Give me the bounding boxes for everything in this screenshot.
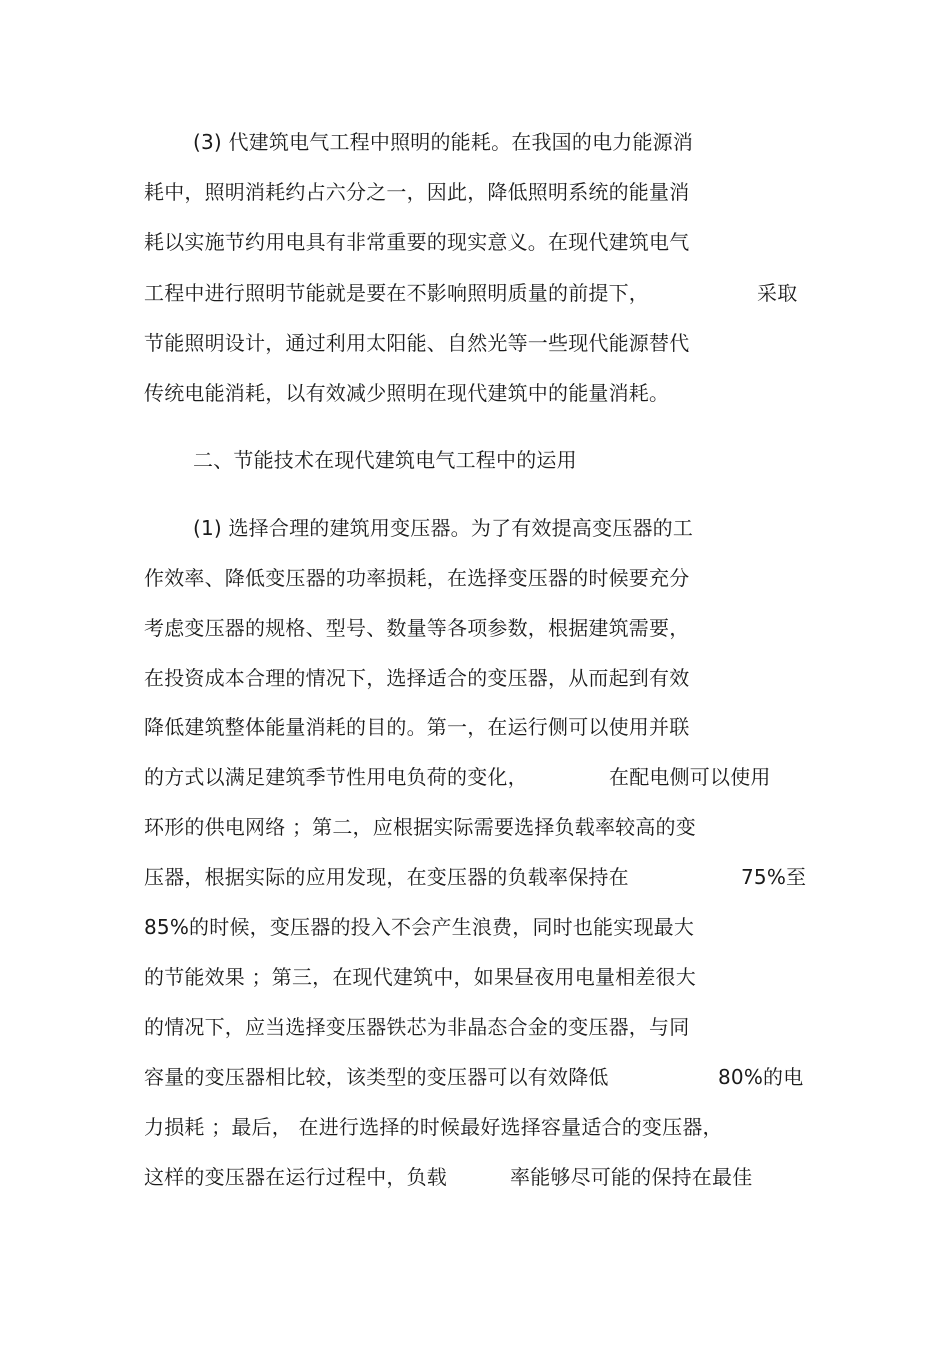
paragraph-2-line-13: 力损耗 ；最后， 在进行选择的时候最好选择容量适合的变压器， <box>144 1115 723 1139</box>
paragraph-2-line-12-tail: 80%的电 <box>718 1065 804 1089</box>
paragraph-1-line-4-tail: 采取 <box>757 281 798 305</box>
paragraph-1-line-3: 耗以实施节约用电具有非常重要的现实意义。在现代建筑电气 <box>144 230 690 254</box>
paragraph-2-line-3: 考虑变压器的规格、型号、数量等各项参数，根据建筑需要， <box>144 616 690 640</box>
paragraph-2-line-14-tail: 率能够尽可能的保持在最佳 <box>510 1165 753 1189</box>
paragraph-2-line-8: 压器，根据实际的应用发现，在变压器的负载率保持在 <box>144 865 629 889</box>
paragraph-1-line-1: (3) 代建筑电气工程中照明的能耗。在我国的电力能源消 <box>193 130 694 154</box>
paragraph-1-line-6: 传统电能消耗，以有效减少照明在现代建筑中的能量消耗。 <box>144 381 670 405</box>
paragraph-2-line-12: 容量的变压器相比较，该类型的变压器可以有效降低 <box>144 1065 609 1089</box>
paragraph-1-line-4: 工程中进行照明节能就是要在不影响照明质量的前提下， <box>144 281 649 305</box>
paragraph-2-line-5: 降低建筑整体能量消耗的目的。第一，在运行侧可以使用并联 <box>144 715 690 739</box>
paragraph-2-line-4: 在投资成本合理的情况下，选择适合的变压器，从而起到有效 <box>144 666 690 690</box>
paragraph-2-line-11: 的情况下，应当选择变压器铁芯为非晶态合金的变压器，与同 <box>144 1015 690 1039</box>
paragraph-2-line-7: 环形的供电网络 ；第二，应根据实际需要选择负载率较高的变 <box>144 815 696 839</box>
paragraph-1-line-5: 节能照明设计，通过利用太阳能、自然光等一些现代能源替代 <box>144 331 690 355</box>
paragraph-2-line-9: 85%的时候，变压器的投入不会产生浪费，同时也能实现最大 <box>144 915 695 939</box>
paragraph-2-line-6: 的方式以满足建筑季节性用电负荷的变化， <box>144 765 528 789</box>
paragraph-2-line-2: 作效率、降低变压器的功率损耗，在选择变压器的时候要充分 <box>144 566 690 590</box>
paragraph-2-line-8-tail: 75%至 <box>741 865 807 889</box>
paragraph-2-line-10: 的节能效果 ；第三，在现代建筑中，如果昼夜用电量相差很大 <box>144 965 696 989</box>
section-heading: 二、节能技术在现代建筑电气工程中的运用 <box>193 448 577 472</box>
paragraph-2-line-1: (1) 选择合理的建筑用变压器。为了有效提高变压器的工 <box>193 516 694 540</box>
paragraph-2-line-14: 这样的变压器在运行过程中，负载 <box>144 1165 447 1189</box>
paragraph-1-line-2: 耗中，照明消耗约占六分之一，因此，降低照明系统的能量消 <box>144 180 690 204</box>
paragraph-2-line-6-tail: 在配电侧可以使用 <box>609 765 771 789</box>
